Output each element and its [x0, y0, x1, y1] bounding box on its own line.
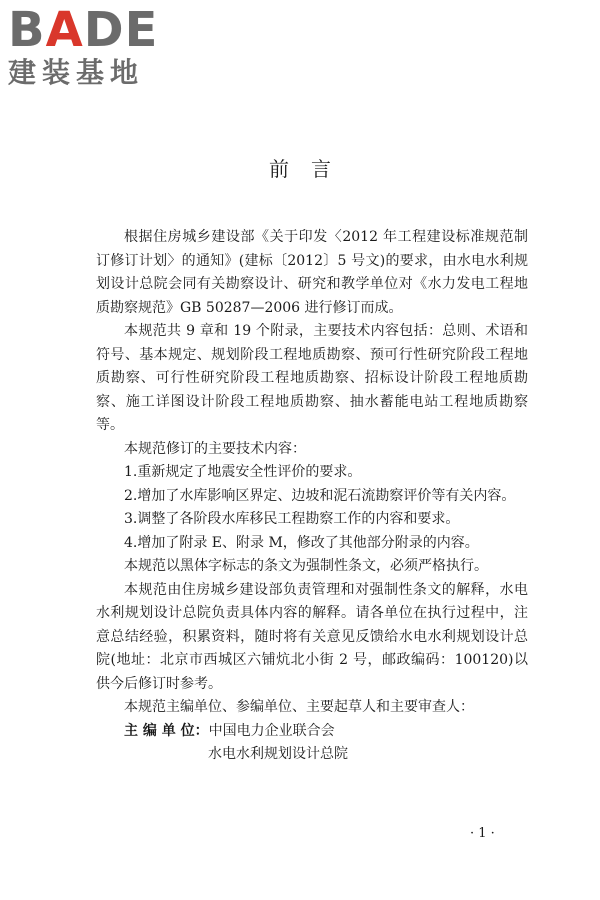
paragraph-basis: 根据住房城乡建设部《关于印发〈2012 年工程建设标准规范制订修订计划〉的通知》(建标〔2012〕5 号文)的要求，由水电水利规划设计总院会同有关勘察设计、研究和教学单位对《水力发电工程地质勘察规范》GB 50287—2006 进行修订而成。	[96, 229, 528, 316]
paragraph-units-intro: 本规范主编单位、参编单位、主要起草人和主要审查人：	[124, 699, 474, 715]
chief-unit-label: 主 编 单 位：	[124, 722, 209, 739]
paragraph-mandatory: 本规范以黑体字标志的条文为强制性条文，必须严格执行。	[124, 558, 488, 574]
revision-item-1: 1.重新规定了地震安全性评价的要求。	[124, 464, 362, 480]
logo-wordmark: BADE	[8, 2, 159, 58]
revision-item-4: 4.增加了附录 E、附录 M，修改了其他部分附录的内容。	[124, 534, 479, 551]
paragraph-management: 本规范由住房城乡建设部负责管理和对强制性条文的解释，水电水利规划设计总院负责具体内容的解释。请各单位在执行过程中，注意总结经验，积累资料，随时将有关意见反馈给水电水利规划设计总院(地址：北京市西城区六铺炕北小街 2 号，邮政编码：100120)以供今后修订时参考。	[96, 581, 528, 692]
chief-unit-1: 中国电力企业联合会	[208, 722, 335, 739]
chief-unit-2: 水电水利规划设计总院	[208, 746, 348, 762]
logo-subtitle: 建装基地	[8, 56, 145, 89]
revision-item-2: 2.增加了水库影响区界定、边坡和泥石流勘察评价等有关内容。	[124, 487, 516, 504]
paragraph-revision-intro: 本规范修订的主要技术内容：	[124, 440, 306, 457]
document-body	[96, 226, 528, 767]
chief-unit-line	[96, 720, 528, 744]
paragraph-contents: 本规范共 9 章和 19 个附录，主要技术内容包括：总则、术语和符号、基本规定、规划阶段工程地质勘察、预可行性研究阶段工程地质勘察、可行性研究阶段工程地质勘察、招标设计阶段工程地质勘察、施工详图设计阶段工程地质勘察、抽水蓄能电站工程地质勘察等。	[96, 323, 528, 433]
page-number: · 1 ·	[470, 826, 495, 841]
revision-item-3: 3.调整了各阶段水库移民工程勘察工作的内容和要求。	[124, 511, 460, 527]
site-logo	[8, 2, 178, 90]
page-title: 前言	[269, 157, 353, 181]
